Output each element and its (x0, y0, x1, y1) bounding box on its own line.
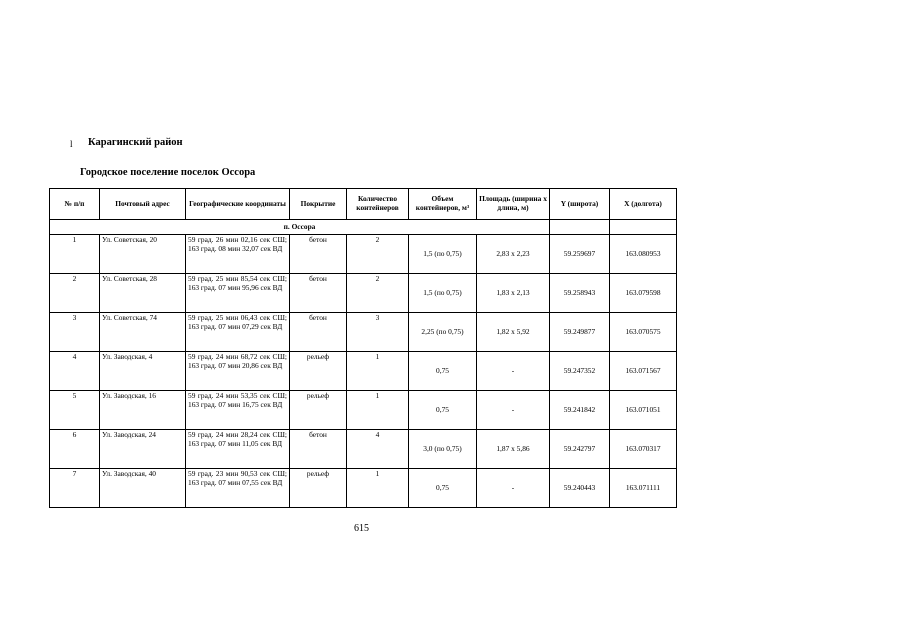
section-label: п. Оссора (50, 220, 550, 235)
header-area: Площадь (ширина х длина, м) (477, 189, 550, 220)
section-row (50, 220, 677, 235)
cell-address: Ул. Заводская, 40 (100, 469, 186, 508)
container-sites-table (49, 188, 677, 508)
cell-address: Ул. Советская, 74 (100, 313, 186, 352)
cell-coordinates: 59 град. 25 мин 06,43 сек СШ; 163 град. 07 мин 07,29 сек ВД (186, 313, 290, 352)
cell-cover: бетон (290, 313, 347, 352)
table-row (50, 274, 677, 313)
header-number: № п/п (50, 189, 100, 220)
cell-number: 1 (50, 235, 100, 274)
cell-cover: рельеф (290, 391, 347, 430)
cell-address: Ул. Советская, 20 (100, 235, 186, 274)
cell-area: - (477, 391, 550, 430)
cell-area: 1,83 х 2,13 (477, 274, 550, 313)
district-title: Карагинский район (88, 137, 183, 148)
cell-volume: 2,25 (по 0,75) (409, 313, 477, 352)
cell-count: 3 (347, 313, 409, 352)
cell-number: 7 (50, 469, 100, 508)
cell-address: Ул. Заводская, 4 (100, 352, 186, 391)
cell-latitude: 59.240443 (550, 469, 610, 508)
table-row (50, 469, 677, 508)
cell-latitude: 59.241842 (550, 391, 610, 430)
cell-count: 1 (347, 469, 409, 508)
cell-count: 1 (347, 352, 409, 391)
header-coordinates: Географические координаты (186, 189, 290, 220)
cell-coordinates: 59 град. 25 мин 85,54 сек СШ; 163 град. 07 мин 95,96 сек ВД (186, 274, 290, 313)
cell-volume: 0,75 (409, 469, 477, 508)
cell-number: 5 (50, 391, 100, 430)
cell-coordinates: 59 град. 26 мин 02,16 сек СШ; 163 град. 08 мин 32,07 сек ВД (186, 235, 290, 274)
cell-number: 6 (50, 430, 100, 469)
header-volume: Объем контейнеров, м³ (409, 189, 477, 220)
cell-latitude: 59.249877 (550, 313, 610, 352)
header-latitude: Y (широта) (550, 189, 610, 220)
cell-count: 2 (347, 274, 409, 313)
cell-count: 1 (347, 391, 409, 430)
table-row (50, 430, 677, 469)
table-header-row (50, 189, 677, 220)
cell-coordinates: 59 град. 24 мин 68,72 сек СШ; 163 град. 07 мин 20,86 сек ВД (186, 352, 290, 391)
cell-latitude: 59.259697 (550, 235, 610, 274)
cell-volume: 0,75 (409, 391, 477, 430)
cell-number: 3 (50, 313, 100, 352)
page-number: 615 (354, 523, 369, 534)
cell-longitude: 163.070575 (610, 313, 677, 352)
cell-cover: рельеф (290, 469, 347, 508)
cell-coordinates: 59 град. 24 мин 28,24 сек СШ; 163 град. 07 мин 11,05 сек ВД (186, 430, 290, 469)
cell-longitude: 163.079598 (610, 274, 677, 313)
cell-longitude: 163.080953 (610, 235, 677, 274)
cell-cover: бетон (290, 274, 347, 313)
header-count: Количество контейнеров (347, 189, 409, 220)
cell-longitude: 163.070317 (610, 430, 677, 469)
cell-number: 2 (50, 274, 100, 313)
cell-count: 2 (347, 235, 409, 274)
cell-volume: 1,5 (по 0,75) (409, 274, 477, 313)
cell-latitude: 59.258943 (550, 274, 610, 313)
table-row (50, 235, 677, 274)
cell-cover: рельеф (290, 352, 347, 391)
header-longitude: X (долгота) (610, 189, 677, 220)
cell-address: Ул. Заводская, 16 (100, 391, 186, 430)
cell-longitude: 163.071111 (610, 469, 677, 508)
cell-latitude: 59.247352 (550, 352, 610, 391)
section-empty-cell (550, 220, 610, 235)
cell-volume: 1,5 (по 0,75) (409, 235, 477, 274)
cell-volume: 3,0 (по 0,75) (409, 430, 477, 469)
cell-address: Ул. Советская, 28 (100, 274, 186, 313)
cell-coordinates: 59 град. 24 мин 53,35 сек СШ; 163 град. 07 мин 16,75 сек ВД (186, 391, 290, 430)
cell-address: Ул. Заводская, 24 (100, 430, 186, 469)
cell-coordinates: 59 град. 23 мин 90,53 сек СШ; 163 град. 07 мин 07,55 сек ВД (186, 469, 290, 508)
table-row (50, 313, 677, 352)
cell-area: 1,87 х 5,86 (477, 430, 550, 469)
table-row (50, 391, 677, 430)
cell-longitude: 163.071567 (610, 352, 677, 391)
cell-volume: 0,75 (409, 352, 477, 391)
cell-number: 4 (50, 352, 100, 391)
list-bullet: l (70, 139, 73, 149)
cell-latitude: 59.242797 (550, 430, 610, 469)
cell-longitude: 163.071051 (610, 391, 677, 430)
settlement-title: Городское поселение поселок Оссора (80, 167, 256, 178)
section-empty-cell (610, 220, 677, 235)
cell-cover: бетон (290, 430, 347, 469)
cell-area: 2,83 х 2,23 (477, 235, 550, 274)
cell-count: 4 (347, 430, 409, 469)
cell-cover: бетон (290, 235, 347, 274)
header-address: Почтовый адрес (100, 189, 186, 220)
cell-area: - (477, 352, 550, 391)
cell-area: 1,82 х 5,92 (477, 313, 550, 352)
table-row (50, 352, 677, 391)
header-cover: Покрытие (290, 189, 347, 220)
cell-area: - (477, 469, 550, 508)
